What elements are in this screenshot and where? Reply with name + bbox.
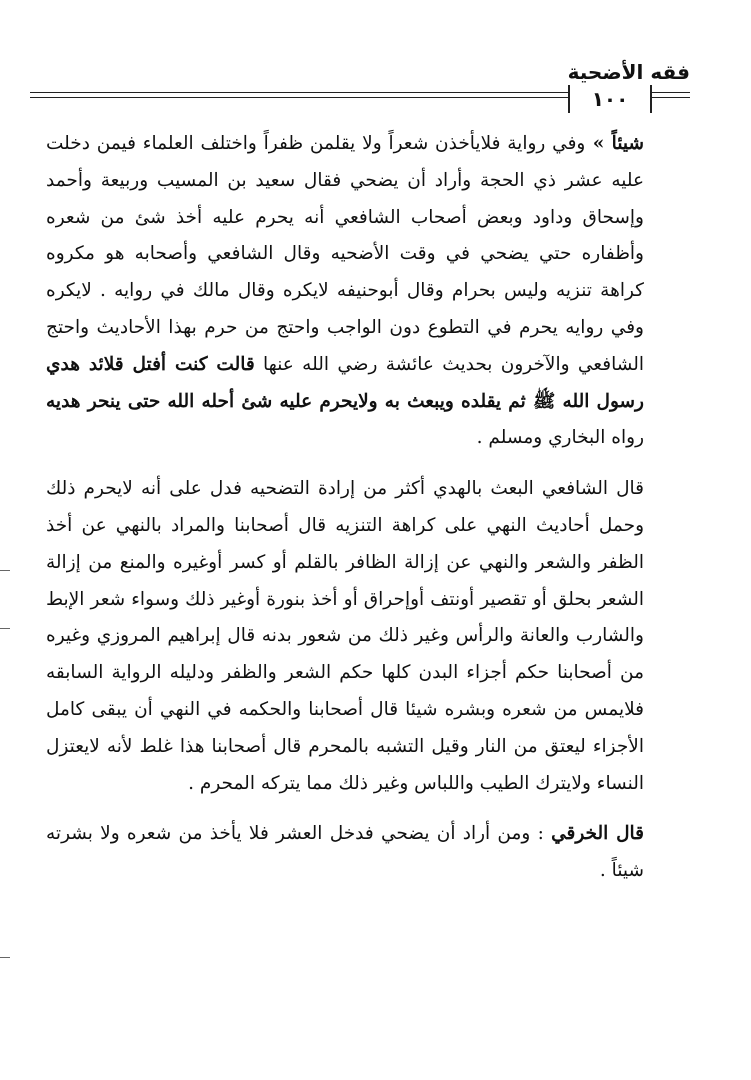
paragraph xyxy=(46,126,644,457)
text-run: شيئاً » xyxy=(585,133,644,154)
page-body xyxy=(46,126,644,890)
margin-mark xyxy=(0,628,10,629)
running-title: فقه الأضحية xyxy=(567,60,690,84)
text-run: قالت كنت أفتل قلائد هدي رسول الله ﷺ ثم يقلده ويبعث به ولايحرم عليه شئ أحله الله حتى ينحر هديه xyxy=(46,353,644,412)
text-run: : ومن أراد أن يضحي فدخل العشر فلا يأخذ من شعره ولا بشرته شيئاً . xyxy=(46,823,644,882)
text-run: قال الشافعي البعث بالهدي أكثر من إرادة التضحيه فدل على أنه لايحرم ذلك وحمل أحاديث النهي على كراهة التنزيه قال أصحابنا والمراد بالنهي عن أخذ الظفر والشعر والنهي عن إزالة الظافر بالقلم أو كسر أوغيره والمنع من إزالة الشعر بحلق أو تقصير أونتف أوإحراق أو أخذ بنورة أوغير ذلك وسواء شعر الإبط والشارب والعانة والرأس وغير ذلك من شعور بدنه قال إبراهيم المروزي وغيره من أصحابنا حكم أجزاء البدن كلها حكم الشعر والظفر ودليله الرواية السابقه فلايمس من شعره وبشره شيئا قال أصحابنا والحكمه في النهي أن يبقى كامل الأجزاء ليعتق من النار وقيل التشبه بالمحرم قال أصحابنا هذا غلط لأنه لايعتزل النساء ولايترك الطيب واللباس وغير ذلك مما يتركه المحرم . xyxy=(46,478,644,794)
text-run: وفي رواية فلايأخذن شعراً ولا يقلمن ظفراً واختلف العلماء فيمن دخلت عليه عشر ذي الحجة وأراد أن يضحي فقال سعيد بن المسيب وربيعة وأحمد وإسحاق وداود وبعض أصحاب الشافعي أنه يحرم عليه أخذ شئ من شعره وأظفاره حتي يضحي في وقت الأضحيه وقال الشافعي وأصحابه هو مكروه كراهة تنزيه وليس بحرام وقال أبوحنيفه لايكره وقال مالك في روايه . لايكره وفي روايه يحرم في التطوع دون الواجب واحتج من حرم بهذا الأحاديث واحتج الشافعي والآخرون بحديث عائشة رضي الله عنها xyxy=(46,133,644,375)
paragraph xyxy=(46,471,644,802)
margin-mark xyxy=(0,957,10,958)
text-run: قال الخرقي xyxy=(551,823,644,845)
page-number: ١٠٠ xyxy=(568,85,652,113)
paragraph xyxy=(46,816,644,890)
page-header xyxy=(30,52,690,122)
margin-mark xyxy=(0,570,10,571)
text-run: رواه البخاري ومسلم . xyxy=(476,427,644,449)
